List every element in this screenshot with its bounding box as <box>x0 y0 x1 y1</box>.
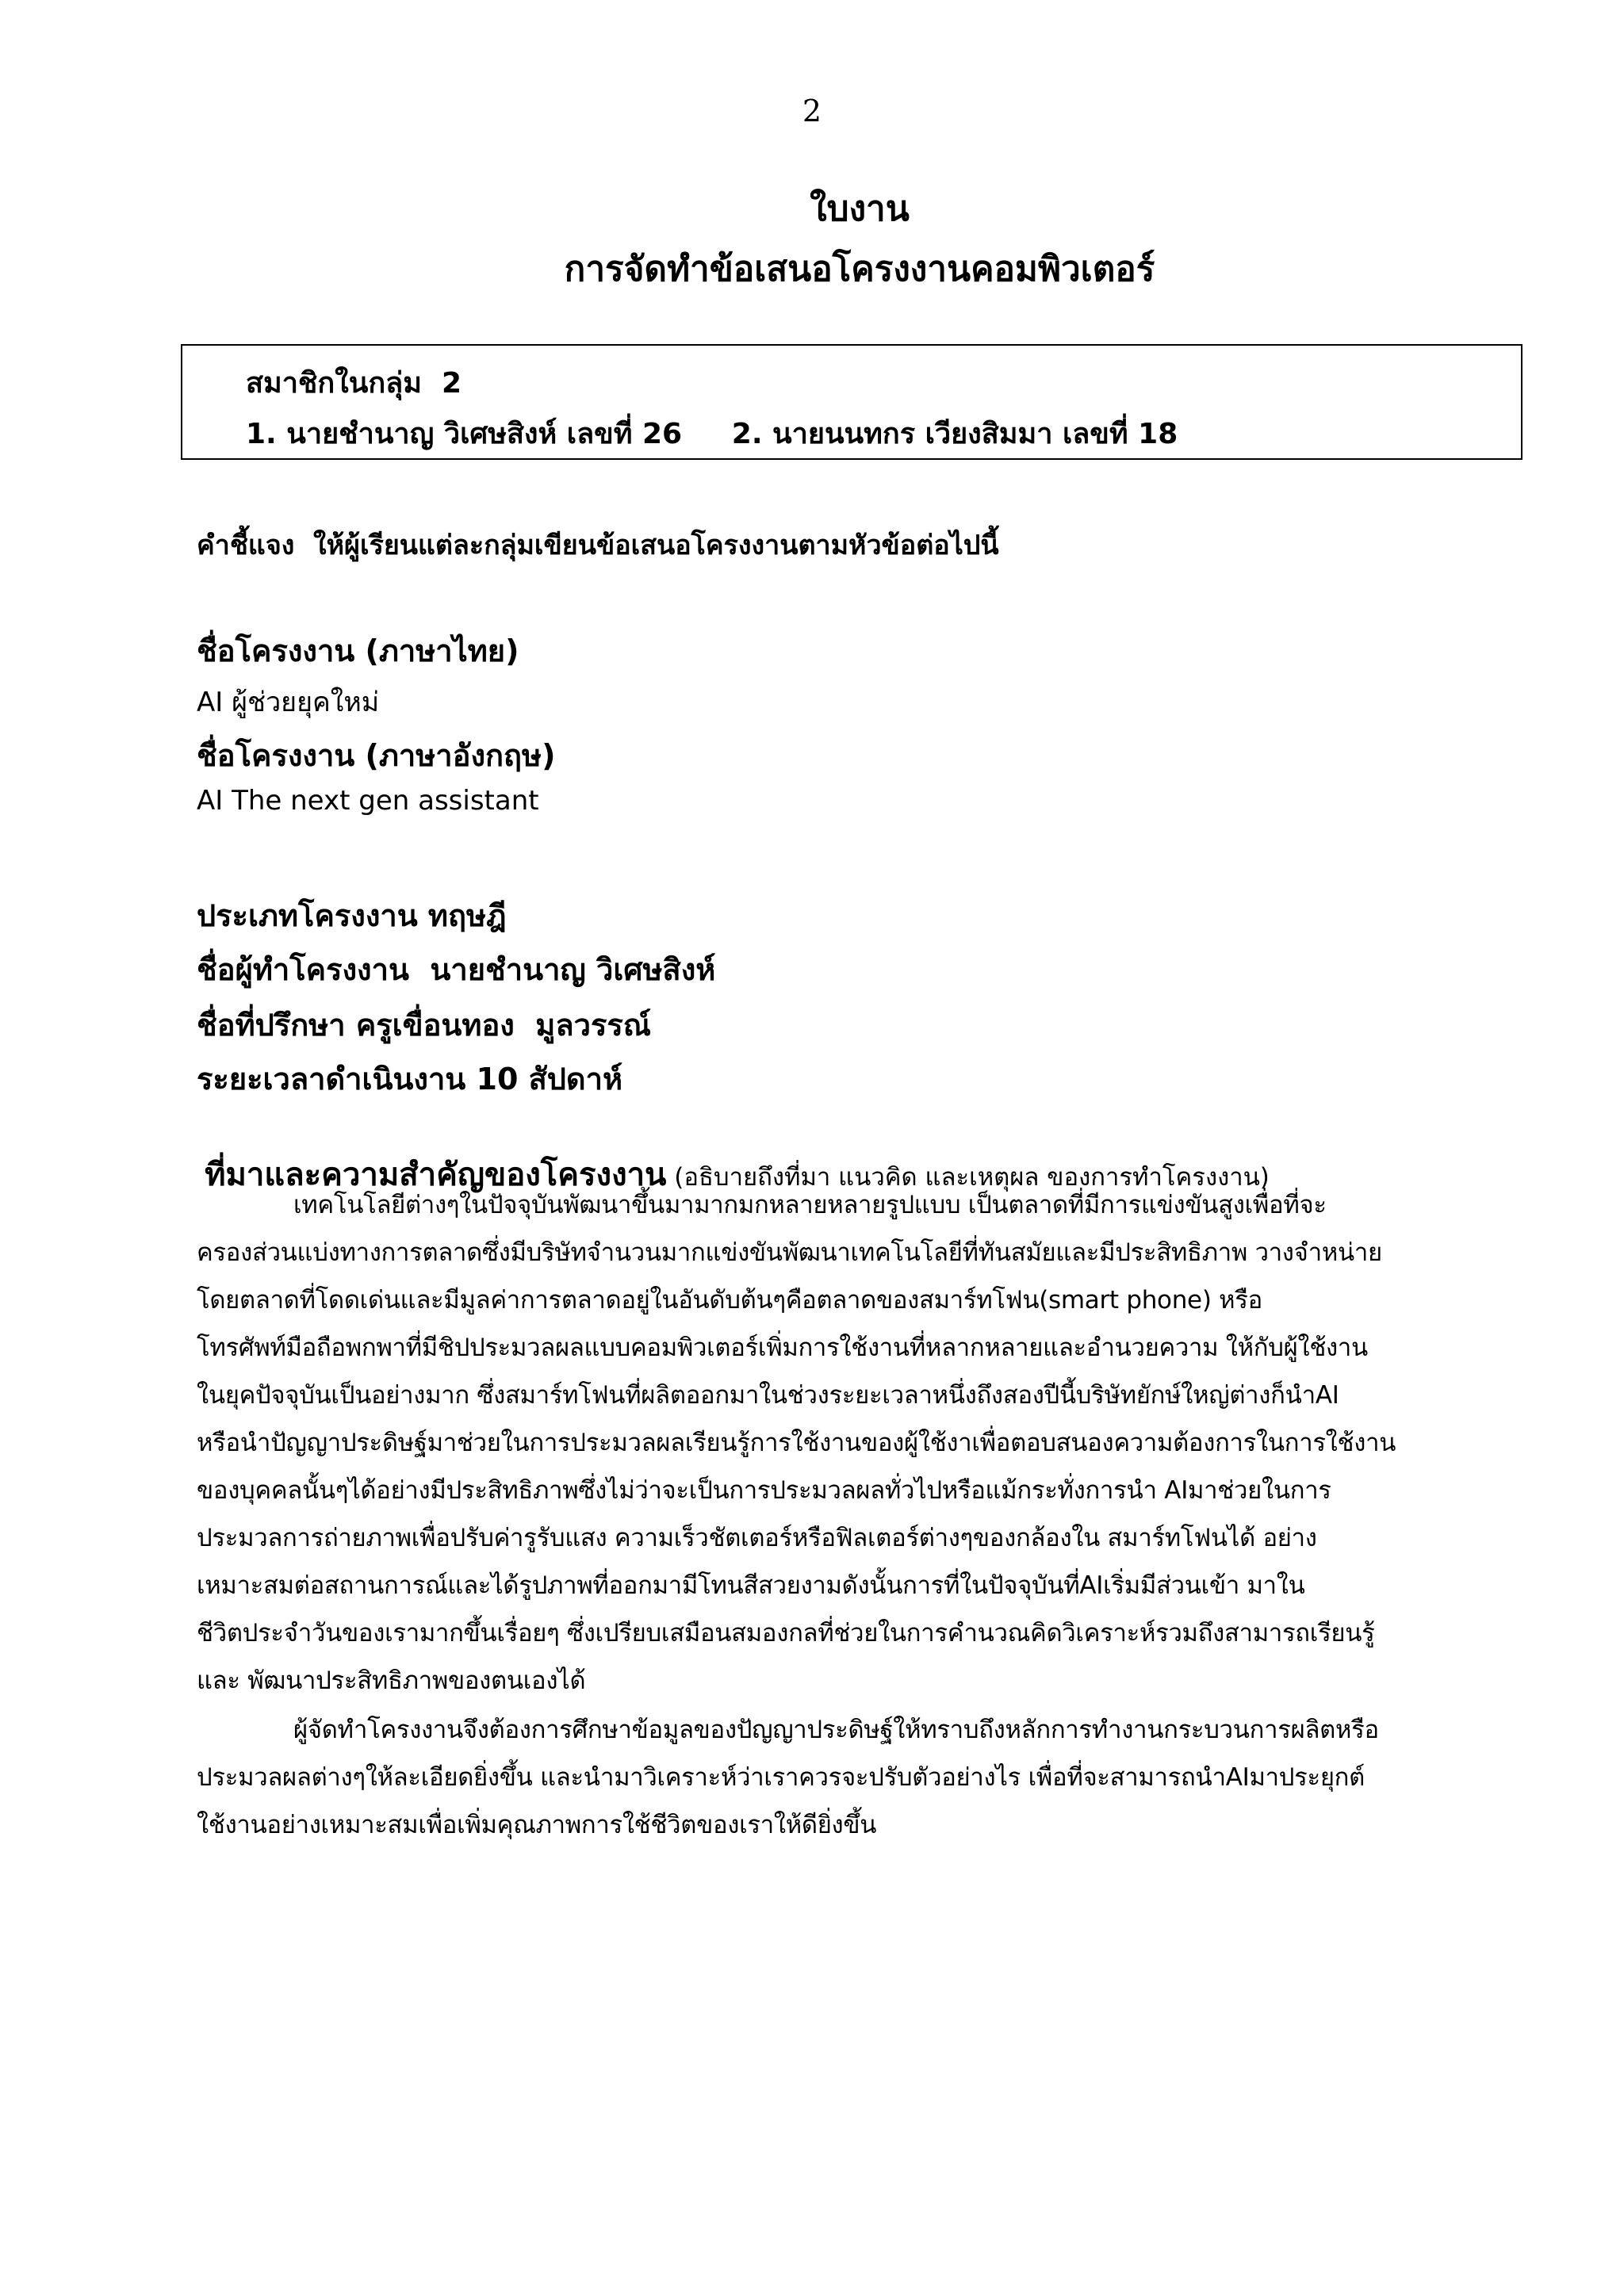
paragraph-line: ใช้งานอย่างเหมาะสมเพื่อเพิ่มคุณภาพการใช้ชีวิตของเราให้ดียิ่งขึ้น <box>197 1811 877 1839</box>
paragraph-line: หรือนำปัญญาประดิษฐ์มาช่วยในการประมวลผลเรียนรู้การใช้งานของผู้ใช้งาเพื่อตอบสนองความต้องการในการใช้งาน <box>197 1429 1396 1457</box>
project-name-th: AI ผู้ช่วยยุคใหม่ <box>197 687 380 718</box>
project-duration: ระยะเวลาดำเนินงาน 10 สัปดาห์ <box>197 1062 622 1096</box>
page-title: ใบงาน <box>810 189 910 229</box>
paragraph-line: ประมวลผลต่างๆให้ละเอียดยิ่งขึ้น และนำมาวิเคราะห์ว่าเราควรจะปรับตัวอย่างไร เพื่อที่จะสามารถนำAIมาประยุกต์ <box>197 1763 1365 1792</box>
project-author: ชื่อผู้ทำโครงงาน นายชำนาญ วิเศษสิงห์ <box>197 952 716 987</box>
paragraph-line: ผู้จัดทำโครงงานจึงต้องการศึกษาข้อมูลของปัญญาประดิษฐ์ให้ทราบถึงหลักการทำงานกระบวนการผลิตหรือ <box>293 1716 1379 1744</box>
paragraph-line: ชีวิตประจำวันของเรามากขึ้นเรื่อยๆ ซึ่งเปรียบเสมือนสมองกลที่ช่วยในการคำนวณคิดวิเคราะห์รวมถึงสามารถเรียนรู้ <box>197 1619 1375 1647</box>
paragraph-line: และ พัฒนาประสิทธิภาพของตนเองได้ <box>197 1667 586 1695</box>
project-type: ประเภทโครงงาน ทฤษฎี <box>197 898 507 933</box>
paragraph-line: โทรศัพท์มือถือพกพาที่มีชิปประมวลผลแบบคอมพิวเตอร์เพิ่มการใช้งานที่หลากหลายและอำนวยความ ให้กับผู้ใช้งาน <box>197 1334 1368 1362</box>
page-subtitle: การจัดทำข้อเสนอโครงงานคอมพิวเตอร์ <box>564 249 1155 289</box>
project-name-en-label: ชื่อโครงงาน (ภาษาอังกฤษ) <box>197 738 556 773</box>
project-advisor: ชื่อที่ปรึกษา ครูเขื่อนทอง มูลวรรณ์ <box>197 1008 652 1043</box>
paragraph-line: เหมาะสมต่อสถานการณ์และได้รูปภาพที่ออกมามีโทนสีสวยงามดังนั้นการที่ในปัจจุบันที่AIเริ่มมีส่วนเข้า มาใน <box>197 1571 1305 1600</box>
paragraph-line: ประมวลการถ่ายภาพเพื่อปรับค่ารูรับแสง ความเร็วชัตเตอร์หรือฟิลเตอร์ต่างๆของกล้องใน สมาร์ทโฟนได้ อย่าง <box>197 1524 1317 1552</box>
page-number: 2 <box>802 94 822 128</box>
members-box <box>181 344 1522 460</box>
paragraph-line: ในยุคปัจจุบันเป็นอย่างมาก ซึ่งสมาร์ทโฟนที่ผลิตออกมาในช่วงระยะเวลาหนึ่งถึงสองปีนี้บริษัทยักษ์ใหญ่ต่างก็นำAI <box>197 1381 1339 1410</box>
background-heading: ที่มาและความสำคัญของโครงงาน <box>205 1157 667 1193</box>
paragraph-line: ครองส่วนแบ่งทางการตลาดซึ่งมีบริษัทจำนวนมากแข่งขันพัฒนาเทคโนโลยีที่ทันสมัยและมีประสิทธิภาพ วางจำหน่าย <box>197 1238 1382 1267</box>
paragraph-line: เทคโนโลยีต่างๆในปัจจุบันพัฒนาขึ้นมามากมกหลายหลายรูปแบบ เป็นตลาดที่มีการแข่งขันสูงเพื่อที่จะ <box>293 1191 1327 1219</box>
project-name-th-label: ชื่อโครงงาน (ภาษาไทย) <box>197 633 519 668</box>
instructions: คำชี้แจง ให้ผู้เรียนแต่ละกลุ่มเขียนข้อเสนอโครงงานตามหัวข้อต่อไปนี้ <box>197 530 999 561</box>
paragraph-line: ของบุคคลนั้นๆได้อย่างมีประสิทธิภาพซึ่งไม่ว่าจะเป็นการประมวลผลทั่วไปหรือแม้กระทั่งการนำ AIมาช่วยในการ <box>197 1476 1331 1505</box>
paragraph-line: โดยตลาดที่โดดเด่นและมีมูลค่าการตลาดอยู่ในอันดับต้นๆคือตลาดของสมาร์ทโฟน(smart phone) หรือ <box>197 1286 1262 1314</box>
background-heading-note: (อธิบายถึงที่มา แนวคิด และเหตุผล ของการทำโครงงาน) <box>666 1163 1270 1192</box>
members-heading: สมาชิกในกลุ่ม 2 <box>246 367 462 400</box>
members-list: 1. นายชำนาญ วิเศษสิงห์ เลขที่ 26 2. นายนนทกร เวียงสิมมา เลขที่ 18 <box>246 418 1178 450</box>
project-name-en: AI The next gen assistant <box>197 785 539 817</box>
